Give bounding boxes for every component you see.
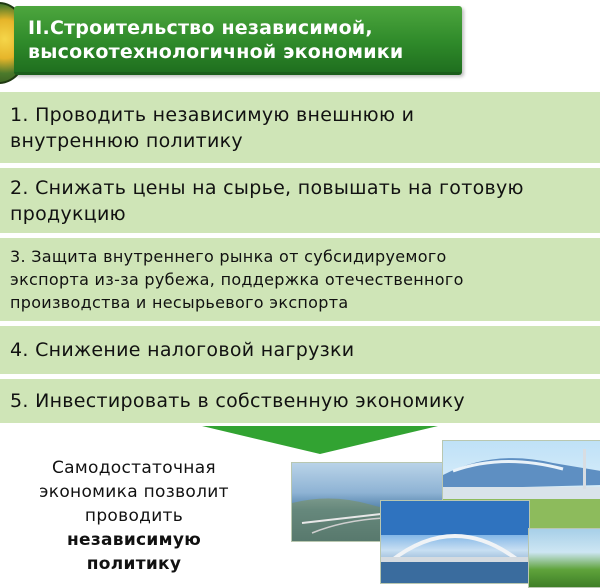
list-item-line: продукцию: [10, 202, 126, 225]
list-item-2: [0, 168, 600, 233]
title-banner: [14, 6, 462, 75]
list-item-text: [10, 245, 464, 314]
arch-bridge-photo: [380, 500, 530, 584]
conclusion-line: Самодостаточная: [52, 458, 216, 478]
conclusion-text: [0, 456, 268, 576]
list-item-line: 2. Снижать цены на сырье, повышать на готовую: [10, 176, 524, 199]
landscape-photo: [528, 528, 600, 588]
list-item-text: [10, 102, 414, 154]
list-item-line: 3. Защита внутреннего рынка от субсидируемого: [10, 247, 447, 266]
down-arrow-icon: [202, 426, 438, 454]
title-line-2: высокотехнологичной экономики: [28, 41, 404, 63]
header: [0, 0, 600, 82]
conclusion-line-bold: политику: [86, 554, 182, 574]
list-item-line: экспорта из-за рубежа, поддержка отечественного: [10, 270, 464, 289]
list-item-line: производства и несырьевого экспорта: [10, 293, 349, 312]
list-item-text: 5. Инвестировать в собственную экономику: [10, 390, 465, 412]
list-item-line: внутреннюю политику: [10, 129, 243, 152]
list-item-text: 4. Снижение налоговой нагрузки: [10, 339, 355, 361]
conclusion-line: экономика позволит: [39, 482, 229, 502]
list-item-5: [0, 379, 600, 423]
conclusion-line: проводить: [84, 506, 184, 526]
list-item-4: [0, 326, 600, 374]
list-item-3: [0, 238, 600, 321]
list-item-1: [0, 92, 600, 163]
list-item-text: [10, 175, 524, 227]
conclusion-line-bold: независимую: [66, 530, 202, 550]
title-line-1: II.Строительство независимой,: [28, 17, 373, 39]
list-item-line: 1. Проводить независимую внешнюю и: [10, 103, 415, 126]
page-title: [28, 16, 458, 64]
